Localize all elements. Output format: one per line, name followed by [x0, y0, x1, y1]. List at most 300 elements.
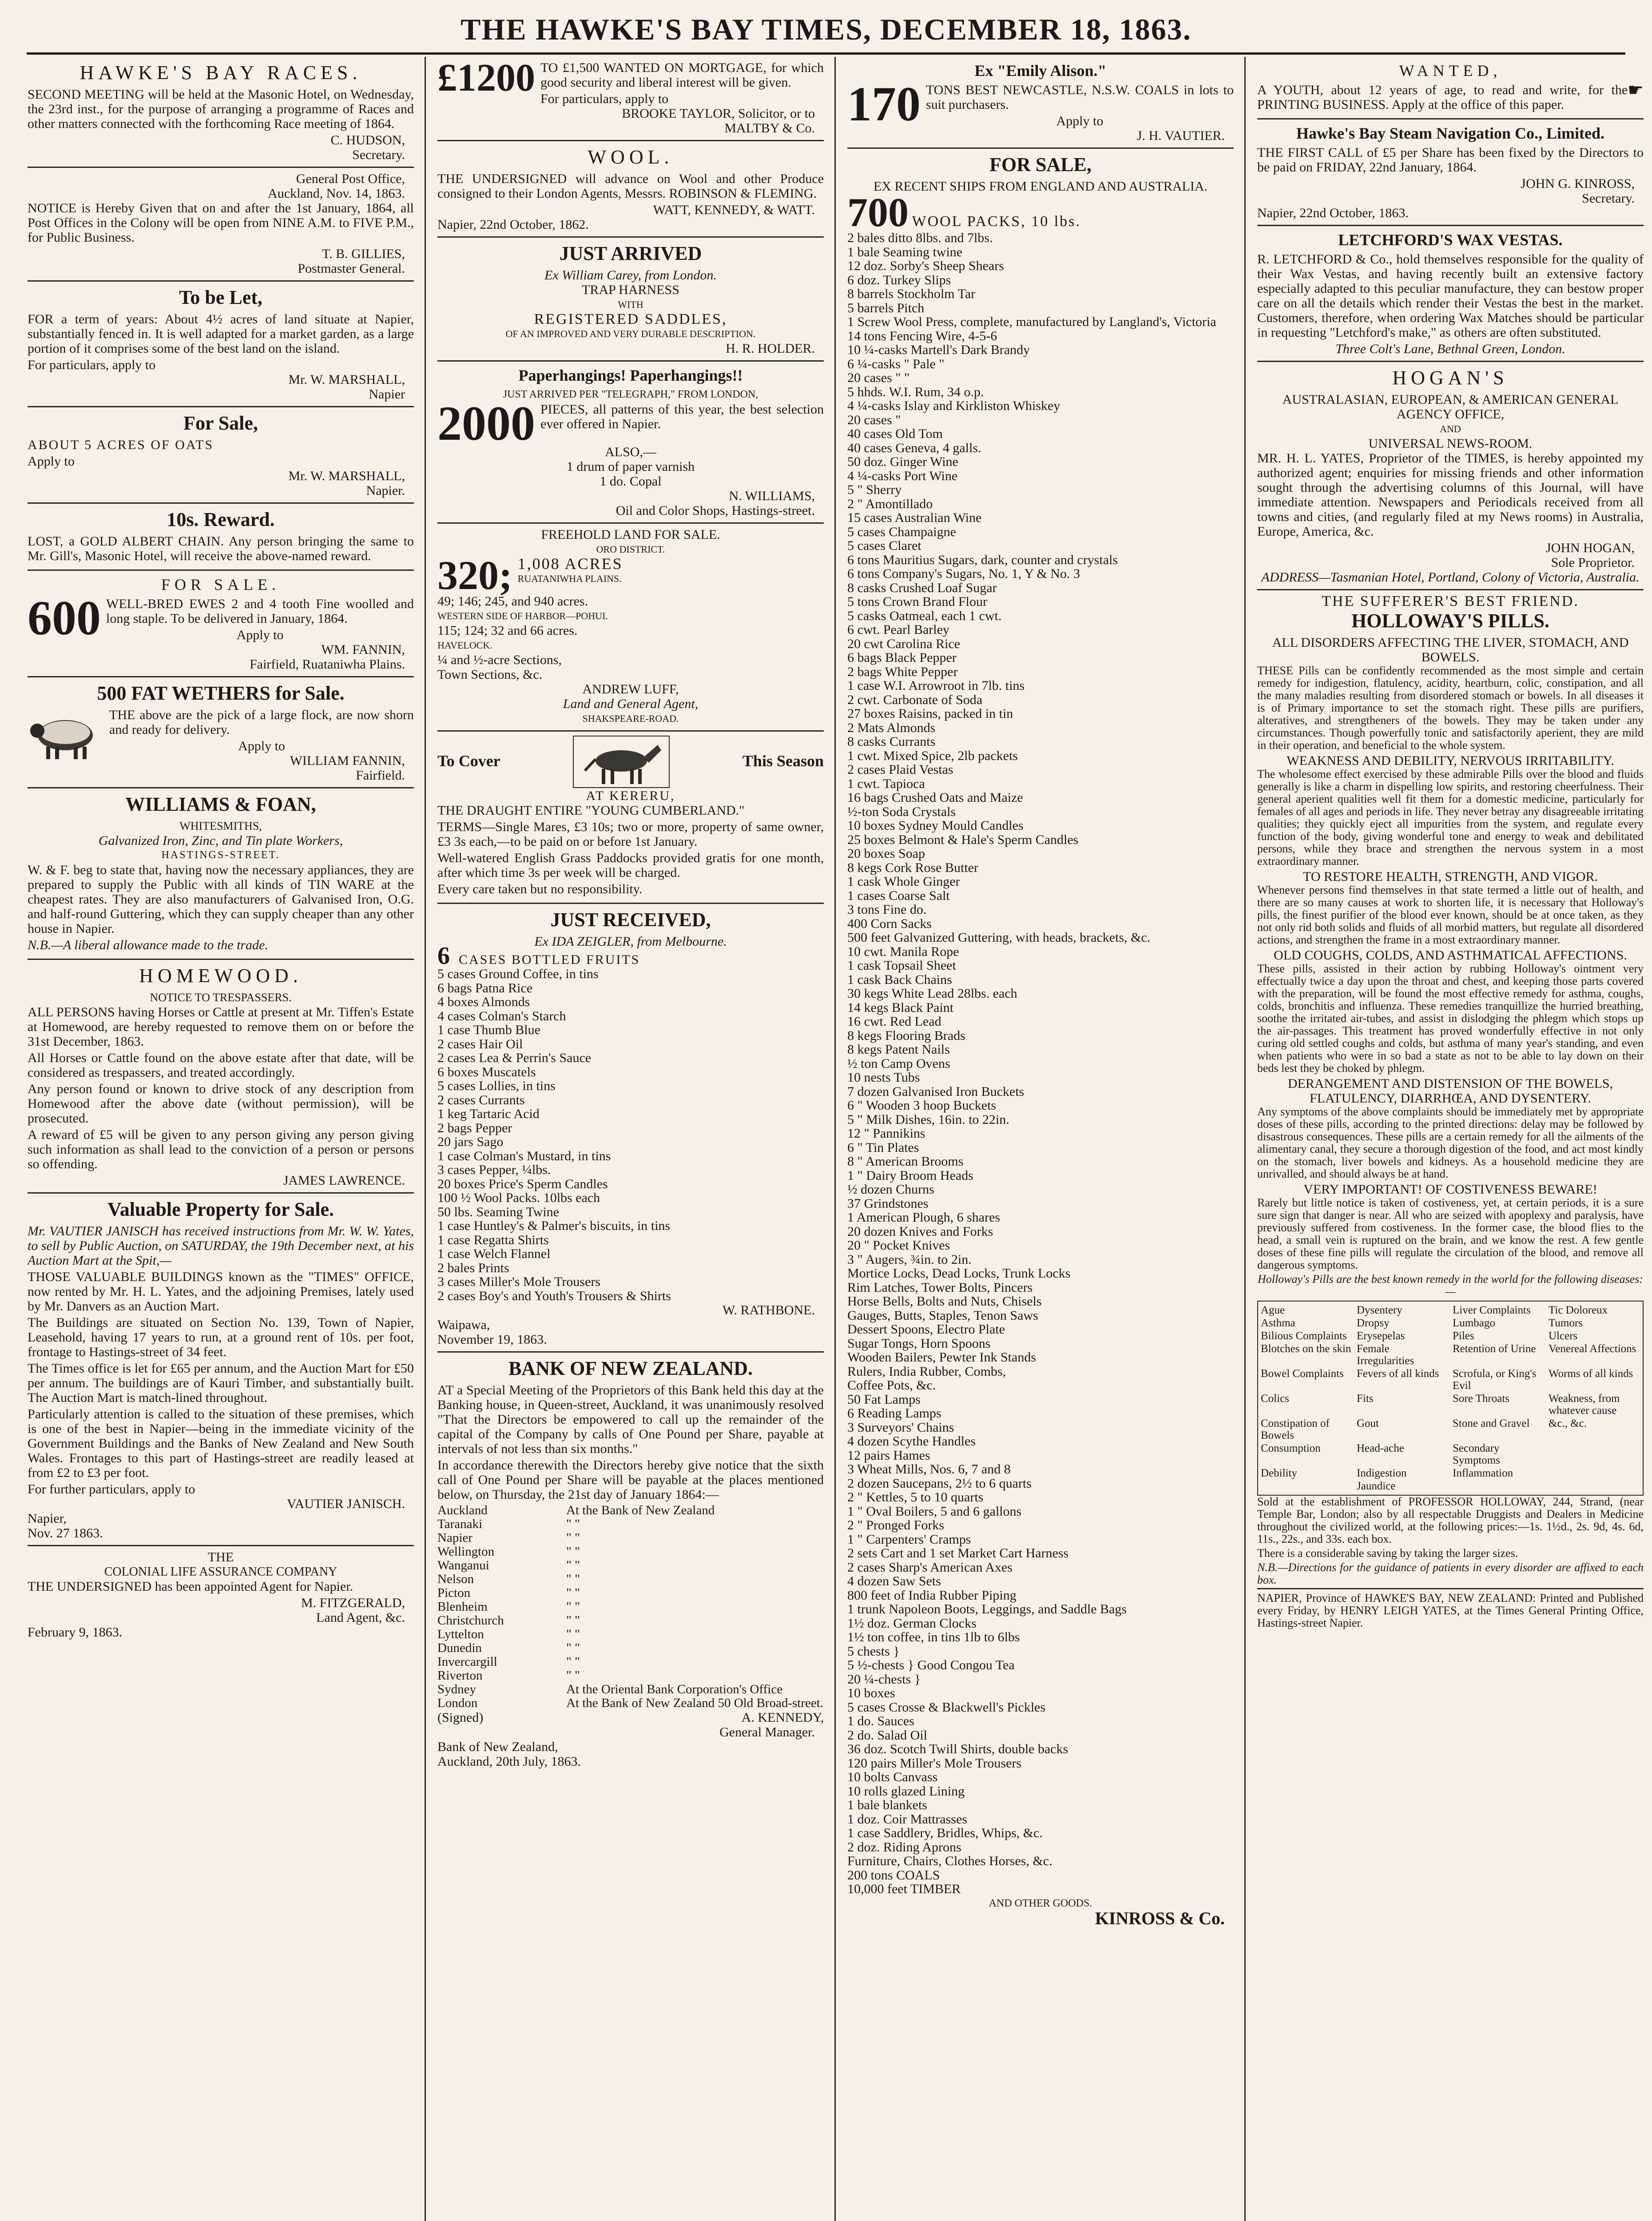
branch-location: At the Bank of New Zealand	[566, 1503, 715, 1517]
branch-place: Christchurch	[437, 1613, 504, 1628]
list-item: 2 " Pronged Forks	[847, 1518, 945, 1532]
homewood-p4: A reward of £5 will be given to any person giving any person giving such information as shall lead to the conviction of a person or persons so offending.	[28, 1127, 414, 1171]
cover-p3: Every care taken but no responsibility.	[437, 882, 643, 896]
branch-location: " "	[566, 1586, 580, 1600]
ewes-number: 600	[28, 591, 101, 645]
list-item: 5 casks Oatmeal, each 1 cwt.	[847, 608, 1002, 623]
list-item: 2 cases Hair Oil	[437, 1036, 523, 1051]
races-ad	[28, 57, 414, 168]
hogan-ad	[1257, 362, 1644, 590]
list-item: 20 ¼-chests }	[847, 1672, 921, 1687]
property-title: Valuable Property for Sale.	[107, 1198, 334, 1220]
cover-body: THE DRAUGHT ENTIRE "YOUNG CUMBERLAND."	[437, 803, 745, 818]
paper-role: Oil and Color Shops, Hastings-street.	[616, 503, 815, 518]
ewes-body: WELL-BRED EWES 2 and 4 tooth Fine woolled and long staple. To be delivered in January, 1864.	[106, 597, 414, 626]
list-item: 20 boxes Price's Sperm Candles	[437, 1176, 608, 1191]
post-office-place: General Post Office,	[296, 171, 405, 186]
disease-cell: Stone and Gravel	[1453, 1417, 1530, 1429]
branch-place: Dunedin	[437, 1641, 482, 1655]
reward-ad	[28, 504, 414, 571]
masthead	[27, 6, 1625, 55]
list-item: 8 kegs Patent Nails	[847, 1042, 950, 1057]
holloway-p4: These pills, assisted in their action by rubbing Holloway's ointment very effectually twice a day upon the throat and chest, and keeping those parts covered with the preparation, will be found the most effective remedy for asthma, coughs, colds, bronchitis and influenza. These remedies tranquillize the hurried breathing, soothe the irritated air-tubes, and assist in dislodging the phlegm which stops up the air-passages. This treatment has proved wonderfully effective in not only curing old settled coughs and colds, but asthma of many year's standing, and even when patients who were in so bad a state as not to be able to lay down on their beds lest they be choked by phlegm.	[1257, 962, 1644, 1075]
colonial-date: February 9, 1863.	[28, 1625, 123, 1640]
branch-place: Wellington	[437, 1544, 495, 1559]
list-item: 20 cases "	[847, 412, 901, 427]
list-item: 2 cwt. Carbonate of Soda	[847, 692, 983, 707]
disease-cell: Scrofula, or King's Evil	[1453, 1368, 1537, 1392]
wethers-apply: Apply to	[238, 739, 285, 753]
hogan-sub: AUSTRALASIAN, EUROPEAN, & AMERICAN GENERAL AGENCY OFFICE,	[1282, 392, 1619, 422]
letchford-ad	[1257, 226, 1644, 362]
disease-cell: Dysentery	[1357, 1304, 1402, 1316]
sheep-illustration	[28, 709, 103, 763]
letchford-body: R. LETCHFORD & Co., hold themselves responsible for the quality of their Wax Vestas, and having recently built an extensive factory especially adapted to this peculiar manufacture, they can bestow proper care on all the details which render their Vestas the best in the market. Customers, therefore, when ordering Wax Matches should be particular in requesting "Letchford's make," as others are often substituted.	[1257, 252, 1644, 340]
received-lead: 6 CASES BOTTLED FRUITS	[437, 942, 640, 970]
disease-cell	[1453, 1480, 1544, 1492]
sale-other: AND OTHER GOODS.	[989, 1897, 1092, 1909]
to-let-ad	[28, 282, 414, 407]
list-item: 6 Reading Lamps	[847, 1406, 941, 1421]
list-item: 1 case Thumb Blue	[437, 1023, 540, 1037]
mortgage-signature: BROOKE TAYLOR, Solicitor, or to	[622, 106, 815, 121]
list-item: Sugar Tongs, Horn Spoons	[847, 1336, 991, 1351]
column-rule	[425, 57, 426, 2221]
mortgage-amount: £1200	[437, 57, 535, 100]
oats-body: ABOUT 5 ACRES OF OATS	[28, 438, 214, 452]
list-item: 1 trunk Napoleon Boots, Leggings, and Saddle Bags	[847, 1602, 1127, 1616]
disease-cell: Bilious Complaints	[1261, 1330, 1347, 1342]
list-item: 1 cask Back Chains	[847, 972, 952, 987]
disease-cell: Jaundice	[1357, 1480, 1396, 1492]
hogan-title: HOGAN'S	[1392, 367, 1509, 389]
steam-signature: JOHN G. KINROSS,	[1521, 176, 1635, 191]
list-item: 10 boxes	[847, 1686, 895, 1700]
holloway-p3: Whenever persons find themselves in that state termed a little out of health, and there are so many causes at work to shorten life, it is necessary that Holloway's pills, the finest purifier of the blood ever known, should be at once taken, as they not only rid both solids and fluids of all morbid matters, but regulate all disordered actions, and strengthen the frame in a most extraordinary manner.	[1257, 884, 1644, 946]
branch-place: Wanganui	[437, 1558, 489, 1572]
list-item: 6 " Tin Plates	[847, 1140, 919, 1155]
list-item: 2 dozen Saucepans, 2½ to 6 quarts	[847, 1476, 1032, 1491]
disease-cell: Erysepelas	[1357, 1330, 1405, 1342]
disease-cell: Constipation of Bowels	[1261, 1417, 1330, 1441]
bank-title: BANK OF NEW ZEALAND.	[508, 1357, 753, 1379]
list-item: 6 tons Mauritius Sugars, dark, counter and crystals	[847, 552, 1118, 567]
list-item: 1 cask Topsail Sheet	[847, 958, 956, 973]
list-item: 37 Grindstones	[847, 1196, 929, 1211]
holloway-p7: Sold at the establishment of PROFESSOR HOLLOWAY, 244, Strand, (near Temple Bar, London; also by all respectable Druggists and Dealers in Medicine throughout the civilized world, at the following prices:—1s. 1½d., 2s. 9d, 4s. 6d, 11s., 22s., and 33s. each box.	[1257, 1495, 1644, 1545]
emily-ex: Ex "Emily Alison."	[974, 62, 1107, 80]
list-item: 1 doz. Coir Mattrasses	[847, 1811, 967, 1827]
colonial-body: THE UNDERSIGNED has been appointed Agent for Napier.	[28, 1579, 353, 1594]
emily-ad	[847, 57, 1234, 149]
holloway-p9: N.B.—Directions for the guidance of patients in every disorder are affixed to each box.	[1257, 1561, 1644, 1586]
disease-cell: Inflammation	[1453, 1467, 1513, 1479]
list-item: 400 Corn Sacks	[847, 916, 932, 931]
list-item: Rulers, India Rubber, Combs,	[847, 1364, 1006, 1379]
hogan-sub-2: UNIVERSAL NEWS-ROOM.	[1368, 436, 1533, 451]
column-rule	[1244, 57, 1246, 2221]
post-office-signature: T. B. GILLIES,	[322, 247, 405, 261]
list-item: 10 cwt. Manila Rope	[847, 944, 959, 959]
list-item: 10,000 feet TIMBER	[847, 1882, 961, 1896]
list-item: 1 " Oval Boilers, 5 and 6 gallons	[847, 1504, 1022, 1519]
arrived-title: JUST ARRIVED	[559, 243, 702, 264]
sale-title: FOR SALE,	[989, 154, 1092, 175]
list-item: 1 " Dairy Broom Heads	[847, 1168, 973, 1183]
mortgage-apply: For particulars, apply to	[540, 92, 669, 106]
reward-title: 10s. Reward.	[167, 509, 275, 530]
paper-signature: N. WILLIAMS,	[729, 489, 815, 503]
sale-sub: EX RECENT SHIPS FROM ENGLAND AND AUSTRALIA.	[873, 179, 1207, 194]
list-item: 1½ ton coffee, in tins 1lb to 6lbs	[847, 1630, 1020, 1644]
list-item: 6 doz. Turkey Slips	[847, 272, 951, 287]
homewood-sub: NOTICE TO TRESPASSERS.	[150, 991, 292, 1004]
list-item: 1 case Huntley's & Palmer's biscuits, in tins	[437, 1218, 671, 1233]
list-item: 1 cwt. Mixed Spice, 2lb packets	[847, 748, 1018, 763]
list-item: 2 doz. Riding Aprons	[847, 1839, 961, 1855]
property-apply: For further particulars, apply to	[28, 1482, 195, 1497]
wool-signature: WATT, KENNEDY, & WATT.	[653, 203, 815, 217]
list-item: 1 bale blankets	[847, 1798, 927, 1812]
freehold-role: Land and General Agent,	[563, 697, 699, 711]
column-4	[1257, 57, 1644, 2221]
branch-location: " "	[566, 1613, 580, 1628]
list-item: 8 casks Currants	[847, 734, 936, 749]
list-item: Dessert Spoons, Electro Plate	[847, 1322, 1005, 1337]
list-item: 2 bags Pepper	[437, 1120, 512, 1135]
ewes-title: FOR SALE.	[161, 576, 281, 593]
steam-body: THE FIRST CALL of £5 per Share has been fixed by the Directors to be paid on FRIDAY, 22nd January, 1864.	[1257, 145, 1644, 175]
bank-foot-1: Bank of New Zealand,	[437, 1739, 558, 1754]
imprint: NAPIER, Province of HAWKE'S BAY, NEW ZEALAND: Printed and Published every Friday, by HENRY LEIGH YATES, at the Times General Printing Office, Hastings-street Napier.	[1257, 1588, 1644, 1629]
list-item: 40 cases Old Tom	[847, 426, 943, 441]
emily-signature: J. H. VAUTIER.	[1136, 128, 1225, 143]
paper-from: JUST ARRIVED PER "TELEGRAPH," FROM LONDON,	[503, 389, 758, 400]
bank-role: General Manager.	[719, 1725, 815, 1739]
list-item: 14 tons Fencing Wire, 4-5-6	[847, 328, 997, 343]
races-title: HAWKE'S BAY RACES.	[79, 62, 362, 84]
disease-cell: Liver Complaints	[1453, 1304, 1531, 1316]
list-item: 4 dozen Saw Sets	[847, 1574, 941, 1588]
races-role: Secretary.	[352, 147, 405, 162]
list-item: 5 chests }	[847, 1644, 900, 1659]
bank-foot-2: Auckland, 20th July, 1863.	[437, 1754, 581, 1769]
disease-cell: Fits	[1357, 1393, 1374, 1405]
arrived-with: WITH	[618, 299, 643, 310]
list-item: 5 tons Crown Brand Flour	[847, 594, 987, 609]
list-item: 12 pairs Hames	[847, 1448, 930, 1463]
list-item: 1 case Saddlery, Bridles, Whips, &c.	[847, 1826, 1043, 1840]
paper-ad	[437, 362, 824, 524]
list-item: 20 jars Sago	[437, 1134, 504, 1149]
disease-cell: Head-ache	[1357, 1442, 1404, 1454]
disease-cell: &c., &c.	[1549, 1417, 1587, 1429]
wethers-title: 500 FAT WETHERS for Sale.	[97, 682, 345, 704]
received-place: Waipawa,	[437, 1317, 490, 1332]
bank-signature: A. KENNEDY,	[741, 1710, 824, 1725]
list-item: 1 cask Whole Ginger	[847, 874, 960, 889]
list-item: 1 Screw Wool Press, complete, manufactured by Langland's, Victoria	[847, 314, 1216, 329]
oats-ad	[28, 407, 414, 504]
branch-location: " "	[566, 1558, 580, 1572]
wanted-title: WANTED,	[1399, 62, 1502, 80]
list-item: 1 case Colman's Mustard, in tins	[437, 1148, 611, 1163]
list-item: 20 " Pocket Knives	[847, 1238, 950, 1253]
freehold-acres: 1,008 ACRES	[517, 555, 623, 573]
list-item: 5 " Sherry	[847, 482, 902, 497]
sale-lead: 700 WOOL PACKS, 10 lbs.	[847, 190, 1081, 235]
letchford-title: LETCHFORD'S WAX VESTAS.	[1338, 231, 1563, 249]
list-item: 5 " Milk Dishes, 16in. to 22in.	[847, 1112, 1009, 1127]
list-item: 50 Fat Lamps	[847, 1392, 921, 1407]
list-item: 100 ½ Wool Packs. 10lbs each	[437, 1190, 600, 1205]
list-item: 2 cases Plaid Vestas	[847, 762, 953, 777]
list-item: 200 tons COALS	[847, 1867, 940, 1883]
property-date: Nov. 27 1863.	[28, 1526, 103, 1540]
hogan-address: ADDRESS—Tasmanian Hotel, Portland, Colony of Victoria, Australia.	[1261, 570, 1640, 585]
wethers-body: THE above are the pick of a large flock, are now shorn and ready for delivery.	[109, 708, 414, 737]
williams-street: HASTINGS-STREET.	[161, 849, 280, 861]
disease-cell: Venereal Affections	[1549, 1343, 1636, 1355]
disease-cell: Blotches on the skin	[1261, 1343, 1351, 1355]
list-item: 5 barrels Pitch	[847, 300, 925, 315]
arrived-line-3: OF AN IMPROVED AND VERY DURABLE DESCRIPTION.	[505, 328, 756, 339]
list-item: 20 cases " "	[847, 370, 910, 385]
branch-location: At the Oriental Bank Corporation's Office	[566, 1682, 783, 1696]
branch-place: Napier	[437, 1531, 473, 1545]
list-item: 8 " American Brooms	[847, 1154, 964, 1169]
holloway-p8: There is a considerable saving by taking the larger sizes.	[1257, 1547, 1518, 1560]
list-item: 2 bags White Pepper	[847, 664, 958, 679]
disease-cell: Bowel Complaints	[1261, 1368, 1344, 1380]
to-let-apply: For particulars, apply to	[28, 358, 156, 372]
to-let-place: Napier	[369, 387, 405, 402]
wethers-ad	[28, 677, 414, 788]
list-item: 7 dozen Galvanised Iron Buckets	[847, 1084, 1025, 1099]
post-office-notice	[28, 168, 414, 282]
freehold-title: FREEHOLD LAND FOR SALE.	[541, 527, 720, 542]
branch-location: " "	[566, 1655, 580, 1669]
emily-apply: Apply to	[1056, 114, 1104, 128]
property-p4: Particularly attention is called to the situation of these premises, which is one of the best in Napier—being in the immediate vicinity of the Government Buildings and the Banks of New Zealand and New South Wales. Frontages to this part of Hastings-street are readily leased at from £2 to £3 per foot.	[28, 1407, 414, 1480]
freehold-lots-2: 115; 124; 32 and 66 acres.	[437, 623, 578, 638]
branch-location: " "	[566, 1572, 580, 1586]
list-item: 500 feet Galvanized Guttering, with heads, brackets, &c.	[847, 930, 1151, 945]
cover-left: To Cover	[437, 752, 500, 770]
column-1	[28, 57, 414, 2221]
reward-body: LOST, a GOLD ALBERT CHAIN. Any person bringing the same to Mr. Gill's, Masonic Hotel, will receive the above-named reward.	[28, 534, 414, 563]
list-item: 8 kegs Cork Rose Butter	[847, 860, 978, 875]
sale-list	[847, 231, 1234, 1896]
disease-cell	[1549, 1442, 1640, 1466]
holloway-ad	[1257, 590, 1644, 1636]
branch-place: Invercargill	[437, 1655, 497, 1669]
pointing-hand-icon: ☛	[1628, 80, 1644, 100]
horse-illustration	[572, 735, 670, 788]
ewes-place: Fairfield, Ruataniwha Plains.	[250, 657, 405, 672]
mortgage-signature-2: MALTBY & Co.	[724, 121, 815, 135]
freehold-west: WESTERN SIDE OF HARBOR—POHUI.	[437, 610, 608, 621]
arrived-line-2: REGISTERED SADDLES,	[534, 311, 727, 327]
post-office-date: Auckland, Nov. 14, 1863.	[268, 186, 405, 201]
to-let-title: To be Let,	[179, 287, 262, 308]
list-item: 2 bales ditto 8lbs. and 7lbs.	[847, 231, 993, 245]
steam-date: Napier, 22nd October, 1863.	[1257, 206, 1409, 220]
ewes-apply: Apply to	[236, 628, 284, 642]
masthead-title: THE HAWKE'S BAY TIMES, DECEMBER 18, 1863.	[461, 12, 1191, 46]
freehold-town: Town Sections, &c.	[437, 667, 543, 682]
property-signature: VAUTIER JANISCH.	[286, 1497, 405, 1511]
list-item: 6 boxes Muscatels	[437, 1064, 536, 1079]
list-item: 2 Mats Almonds	[847, 720, 936, 735]
williams-ad	[28, 788, 414, 960]
wool-date: Napier, 22nd October, 1862.	[437, 217, 589, 232]
disease-cell: Lumbago	[1453, 1317, 1495, 1329]
received-date: November 19, 1863.	[437, 1332, 547, 1347]
post-office-body: NOTICE is Hereby Given that on and after the 1st January, 1864, all Post Offices in the Colony will be open from NINE A.M. to FIVE P.M., for Public Business.	[28, 201, 414, 245]
bank-signed: (Signed)	[437, 1710, 484, 1725]
list-item: 20 dozen Knives and Forks	[847, 1224, 993, 1239]
property-p1: THOSE VALUABLE BUILDINGS known as the "TIMES" OFFICE, now rented by Mr. H. L. Yates, and the adjoining Premises, lately used by Mr. Danvers as an Auction Mart.	[28, 1270, 414, 1313]
list-item: 800 feet of India Rubber Piping	[847, 1588, 1017, 1603]
letchford-address: Three Colt's Lane, Bethnal Green, London.	[1335, 342, 1565, 356]
list-item: 16 bags Crushed Oats and Maize	[847, 790, 1023, 805]
property-ad	[28, 1194, 414, 1546]
list-item: 2 sets Cart and 1 set Market Cart Harness	[847, 1546, 1069, 1560]
cover-terms: TERMS—Single Mares, £3 10s; two or more, property of same owner, £3 3s each,—to be paid on or before 1st January.	[437, 820, 824, 849]
wool-title: WOOL.	[588, 146, 674, 168]
list-item: 3 " Augers, ¾in. to 2in.	[847, 1252, 972, 1267]
list-item: 2 " Amontillado	[847, 496, 933, 511]
colonial-role: Land Agent, &c.	[316, 1610, 405, 1625]
arrived-ad	[437, 238, 824, 362]
cover-ad	[437, 732, 824, 904]
list-item: 5 cases Crosse & Blackwell's Pickles	[847, 1700, 1046, 1715]
emily-number: 170	[847, 77, 921, 131]
races-body: SECOND MEETING will be held at the Masonic Hotel, on Wednesday, the 23rd inst., for the purpose of arranging a programme of Races and other matters connected with the forthcoming Race meeting of 1864.	[28, 87, 414, 131]
homewood-title: HOMEWOOD.	[139, 965, 302, 987]
list-item: 36 doz. Scotch Twill Shirts, double backs	[847, 1742, 1068, 1756]
list-item: 10 nests Tubs	[847, 1070, 920, 1085]
disease-cell: Piles	[1453, 1330, 1474, 1342]
branch-location: " "	[566, 1531, 580, 1545]
list-item: 5 hhds. W.I. Rum, 34 o.p.	[847, 384, 984, 399]
steam-ad	[1257, 119, 1644, 226]
list-item: 8 casks Crushed Loaf Sugar	[847, 580, 997, 595]
disease-cell: Consumption	[1261, 1442, 1321, 1454]
bank-p2: In accordance therewith the Directors hereby give notice that the sixth call of One Pound per Share will be payable at the places mentioned below, on Thursday, the 21st day of January 1864:—	[437, 1458, 824, 1502]
list-item: 15 cases Australian Wine	[847, 510, 982, 525]
branch-location: " "	[566, 1600, 580, 1614]
branch-location: " "	[566, 1544, 580, 1559]
list-item: 2 do. Salad Oil	[847, 1727, 927, 1743]
list-item: 2 " Kettles, 5 to 10 quarts	[847, 1490, 984, 1505]
list-item: Mortice Locks, Dead Locks, Trunk Locks	[847, 1266, 1071, 1281]
property-intro: Mr. VAUTIER JANISCH has received instructions from Mr. W. W. Yates, to sell by Public Auction, on SATURDAY, the 19th December next, at his Auction Mart at the Spit,—	[28, 1224, 414, 1268]
list-item: 27 boxes Raisins, packed in tin	[847, 706, 1013, 721]
list-item: 3 cases Miller's Mole Trousers	[437, 1274, 601, 1289]
list-item: 30 kegs White Lead 28lbs. each	[847, 986, 1017, 1001]
wanted-body: A YOUTH, about 12 years of age, to read and write, for the PRINTING BUSINESS. Apply at the office of this paper.	[1257, 83, 1628, 112]
list-item: 5 ½-chests } Good Congou Tea	[847, 1658, 1015, 1672]
paper-item-1: 1 drum of paper varnish	[566, 459, 695, 474]
received-ad	[437, 904, 824, 1353]
list-item: 12 doz. Sorby's Sheep Shears	[847, 259, 1004, 273]
freehold-plains: RUATANIWHA PLAINS.	[517, 573, 622, 584]
freehold-lots: 49; 146; 245, and 940 acres.	[437, 594, 588, 609]
list-item: 2 cases Currants	[437, 1092, 525, 1107]
list-item: 3 Wheat Mills, Nos. 6, 7 and 8	[847, 1462, 1011, 1477]
williams-line: Galvanized Iron, Zinc, and Tin plate Workers,	[98, 833, 343, 848]
branch-place: Auckland	[437, 1503, 488, 1517]
freehold-ad	[437, 524, 824, 732]
disease-cell: Indigestion	[1357, 1467, 1407, 1479]
disease-cell: Female Irregularities	[1357, 1343, 1414, 1367]
colonial-ad	[28, 1546, 414, 1644]
disease-cell: Weakness, from whatever cause	[1549, 1393, 1620, 1417]
freehold-road: SHAKSPEARE-ROAD.	[582, 713, 679, 724]
williams-sub: WHITESMITHS,	[179, 820, 262, 832]
column-2	[437, 57, 824, 2221]
list-item: 25 boxes Belmont & Hale's Sperm Candles	[847, 832, 1079, 847]
list-item: 10 ¼-casks Martell's Dark Brandy	[847, 342, 1030, 357]
property-p2: The Buildings are situated on Section No. 139, Town of Napier, Leasehold, having 17 years to run, at a ground rent of 10s. per foot, frontage to Hastings-street of 34 feet.	[28, 1315, 414, 1359]
oats-apply: Apply to	[28, 454, 75, 469]
wethers-signature: WILLIAM FANNIN,	[290, 753, 405, 768]
holloway-h2: WEAKNESS AND DEBILITY, NERVOUS IRRITABILITY.	[1287, 753, 1614, 768]
column-3	[847, 57, 1234, 2221]
branch-location: " "	[566, 1641, 580, 1655]
emily-body: TONS BEST NEWCASTLE, N.S.W. COALS in lots to suit purchasers.	[926, 83, 1234, 112]
holloway-h4: OLD COUGHS, COLDS, AND ASTHMATICAL AFFECTIONS.	[1274, 948, 1627, 963]
list-item: 1 cases Coarse Salt	[847, 888, 950, 903]
holloway-h1: ALL DISORDERS AFFECTING THE LIVER, STOMACH, AND BOWELS.	[1272, 635, 1629, 665]
list-item: Wooden Bailers, Pewter Ink Stands	[847, 1350, 1036, 1365]
branch-place: Sydney	[437, 1682, 476, 1696]
property-place: Napier,	[28, 1511, 67, 1526]
arrived-line-1: TRAP HARNESS	[582, 283, 679, 297]
homewood-p3: Any person found or known to drive stock of any description from Homewood after the above date (without permission), will be prosecuted.	[28, 1082, 414, 1126]
list-item: 3 Surveyors' Chains	[847, 1420, 954, 1435]
list-item: 1 bale Seaming twine	[847, 244, 963, 259]
cover-at: AT KERERU,	[586, 788, 675, 803]
branch-location: " "	[566, 1627, 580, 1641]
list-item: 1 case Regatta Shirts	[437, 1232, 549, 1247]
received-from: Ex IDA ZEIGLER, from Melbourne.	[534, 934, 727, 949]
branch-place: Nelson	[437, 1572, 474, 1586]
disease-cell: Tumors	[1549, 1317, 1583, 1329]
list-item: 4 ¼-casks Islay and Kirkliston Whiskey	[847, 398, 1060, 413]
branch-place: Blenheim	[437, 1600, 488, 1614]
hogan-signature: JOHN HOGAN,	[1546, 541, 1635, 555]
paper-also: ALSO,—	[605, 445, 656, 459]
list-item: 1 " Carpenters' Cramps	[847, 1532, 971, 1547]
steam-title: Hawke's Bay Steam Navigation Co., Limited.	[1296, 124, 1604, 142]
ewes-ad	[28, 571, 414, 677]
list-item: 10 bolts Canvass	[847, 1770, 938, 1784]
list-item: Coffee Pots, &c.	[847, 1378, 936, 1393]
received-signature: W. RATHBONE.	[722, 1303, 815, 1317]
branch-location: " "	[566, 1668, 580, 1683]
list-item: 20 cwt Carolina Rice	[847, 636, 961, 651]
list-item: 1 cwt. Tapioca	[847, 776, 925, 791]
list-item: 5 cases Claret	[847, 538, 921, 553]
disease-cell: Ague	[1261, 1304, 1285, 1316]
hogan-role: Sole Proprietor.	[1551, 555, 1635, 570]
wool-ad	[437, 141, 824, 238]
list-item: 1 case W.I. Arrowroot in 7lb. tins	[847, 678, 1025, 693]
freehold-signature: ANDREW LUFF,	[582, 682, 679, 697]
